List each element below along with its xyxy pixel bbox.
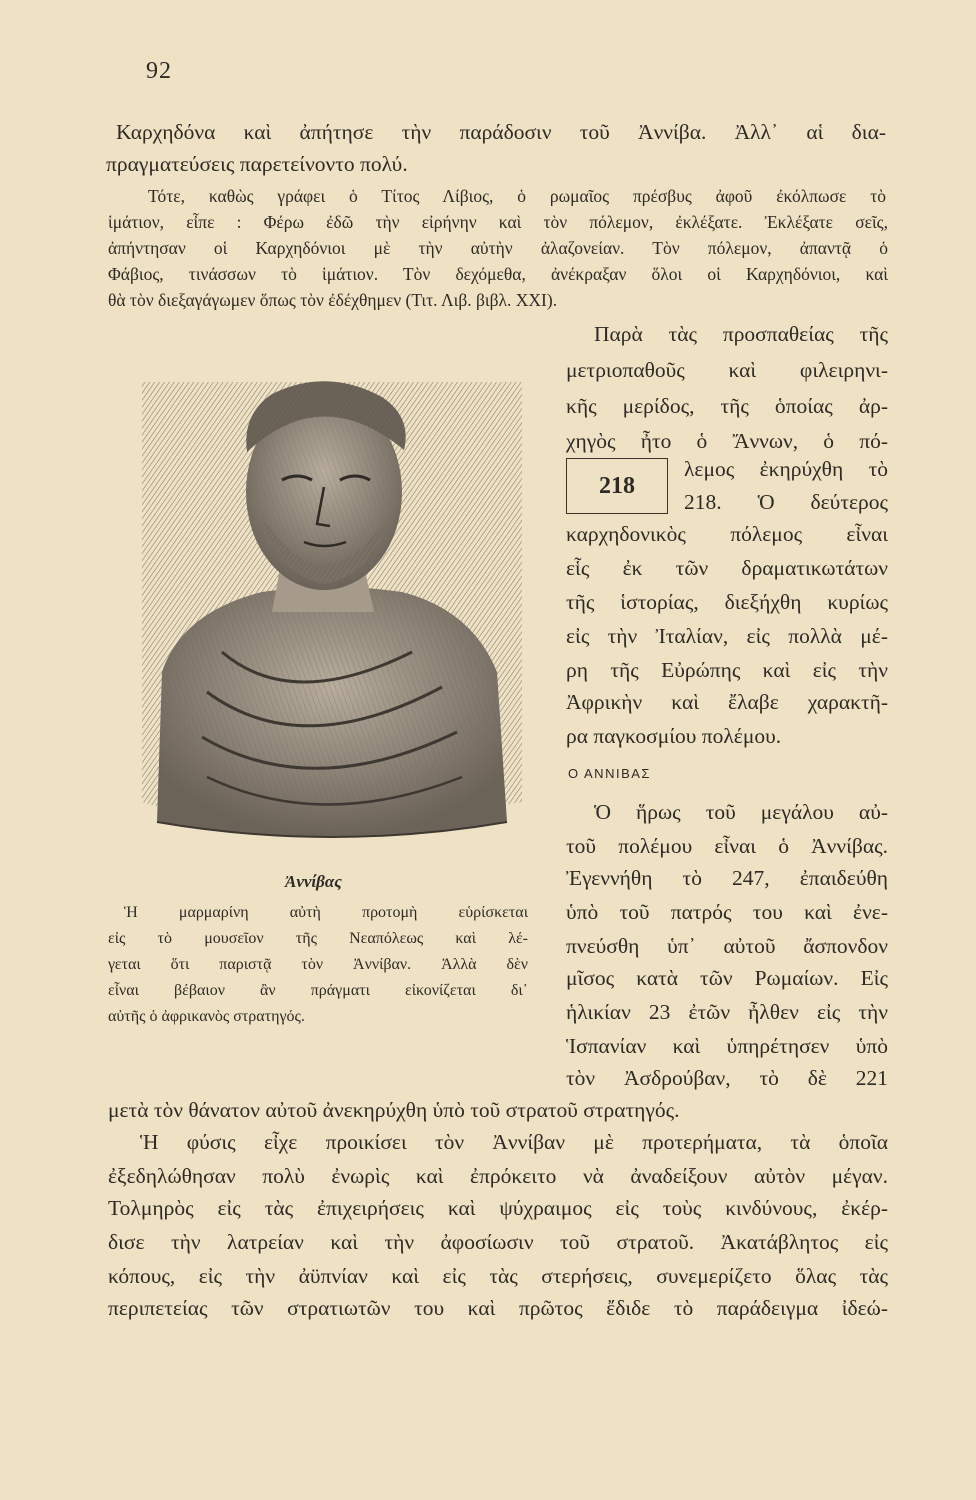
- text-line: κόπους, εἰς τὴν ἀϋπνίαν καὶ εἰς τὰς στερήσεις, συνεμερίζετο ὅλας τὰς: [108, 1264, 888, 1288]
- text-line: ἀπήντησαν οἱ Καρχηδόνιοι μὲ τὴν αὐτὴν ἀλαζονείαν. Τὸν πόλεμον, ἀπαντᾷ ὁ: [108, 238, 888, 258]
- caption-line: εἶναι βέβαιον ἂν πράγματι εἰκονίζεται δι᾽: [108, 982, 528, 999]
- caption-line: Ἡ μαρμαρίνη αὐτὴ προτομὴ εὑρίσκεται: [124, 904, 528, 921]
- page-number: 92: [146, 58, 172, 84]
- text-line: ρη τῆς Εὐρώπης καὶ εἰς τὴν: [566, 658, 888, 682]
- text-line: ὑπὸ τοῦ πατρός του καὶ ἐνε-: [566, 900, 888, 924]
- text-line: μῖσος κατὰ τῶν Ρωμαίων. Εἰς: [566, 966, 888, 990]
- caption-line: γεται ὅτι παριστᾷ τὸν Ἀννίβαν. Ἀλλὰ δὲν: [108, 956, 528, 973]
- figure-title: Ἀννίβας: [285, 872, 342, 891]
- text-line: θὰ τὸν διεξαγάγωμεν ὅπως τὸν ἐδέχθημεν (Τιτ. Λιβ. βιβλ. XXI).: [108, 290, 558, 310]
- text-line: καρχηδονικὸς πόλεμος εἶναι: [566, 522, 888, 546]
- caption-line: αὐτῆς ὁ ἀφρικανὸς στρατηγός.: [108, 1008, 305, 1025]
- text-line: ἐξεδηλώθησαν πολὺ ἐνωρὶς καὶ ἐπρόκειτο νὰ ἀναδείξουν αὐτὸν μέγαν.: [108, 1164, 888, 1188]
- text-line: Ὁ ἥρως τοῦ μεγάλου αὐ-: [594, 800, 888, 824]
- section-heading: Ο ΑΝΝΙΒΑΣ: [568, 766, 651, 781]
- text-line: ἡλικίαν 23 ἐτῶν ἦλθεν εἰς τὴν: [566, 1000, 888, 1024]
- bust-illustration: [112, 352, 544, 872]
- text-line: λεμος ἐκηρύχθη τὸ: [684, 457, 888, 481]
- text-line: περιπετείας τῶν στρατιωτῶν του καὶ πρῶτος ἔδιδε τὸ παράδειγμα ἰδεώ-: [108, 1296, 888, 1320]
- text-line: Τότε, καθὼς γράφει ὁ Τίτος Λίβιος, ὁ ρωμαῖος πρέσβυς ἀφοῦ ἐκόλπωσε τὸ: [148, 186, 886, 206]
- text-line: τῆς ἱστορίας, διεξήχθη κυρίως: [566, 590, 888, 614]
- text-line: τὸν Ἀσδρούβαν, τὸ δὲ 221: [566, 1066, 888, 1090]
- text-line: πνεύσθη ὑπ᾽ αὐτοῦ ἄσπονδον: [566, 934, 888, 958]
- text-line: Τολμηρὸς εἰς τὰς ἐπιχειρήσεις καὶ ψύχραιμος εἰς τοὺς κινδύνους, ἐκέρ-: [108, 1196, 888, 1220]
- text-line: Φάβιος, τινάσσων τὸ ἱμάτιον. Τὸν δεχόμεθα, ἀνέκραξαν ὅλοι οἱ Καρχηδόνιοι, καὶ: [108, 264, 888, 284]
- text-line: εἷς ἐκ τῶν δραματικωτάτων: [566, 556, 888, 580]
- text-line: μετὰ τὸν θάνατον αὐτοῦ ἀνεκηρύχθη ὑπὸ τοῦ στρατοῦ στρατηγός.: [108, 1098, 680, 1122]
- text-line: πραγματεύσεις παρετείνοντο πολύ.: [106, 152, 408, 176]
- text-line: κῆς μερίδος, τῆς ὁποίας ἀρ-: [566, 394, 888, 418]
- text-line: Παρὰ τὰς προσπαθείας τῆς: [594, 322, 888, 346]
- text-line: ἱμάτιον, εἶπε : Φέρω ἐδῶ τὴν εἰρήνην καὶ τὸν πόλεμον, ἐκλέξατε. Ἐκλέξατε σεῖς,: [108, 212, 888, 232]
- text-line: ρα παγκοσμίου πολέμου.: [566, 724, 782, 748]
- text-line: μετριοπαθοῦς καὶ φιλειρηνι-: [566, 358, 888, 382]
- caption-line: εἰς τὸ μουσεῖον τῆς Νεαπόλεως καὶ λέ-: [108, 930, 528, 947]
- text-line: Ἡ φύσις εἶχε προικίσει τὸν Ἀννίβαν μὲ προτερήματα, τὰ ὁποῖα: [140, 1130, 888, 1154]
- text-line: Ἱσπανίαν καὶ ὑπηρέτησεν ὑπὸ: [566, 1034, 888, 1058]
- text-line: τοῦ πολέμου εἶναι ὁ Ἀννίβας.: [566, 834, 888, 858]
- text-line: 218. Ὁ δεύτερος: [684, 490, 888, 514]
- text-line: Καρχηδόνα καὶ ἀπήτησε τὴν παράδοσιν τοῦ Ἀννίβα. Ἀλλ᾽ αἱ δια-: [116, 120, 886, 144]
- text-line: δισε τὴν λατρείαν καὶ τὴν ἀφοσίωσιν τοῦ στρατοῦ. Ἀκατάβλητος εἰς: [108, 1230, 888, 1254]
- margin-year-box: 218: [566, 458, 668, 514]
- text-line: Ἐγεννήθη τὸ 247, ἐπαιδεύθη: [566, 866, 888, 890]
- text-line: Ἀφρικὴν καὶ ἔλαβε χαρακτῆ-: [566, 690, 888, 714]
- text-line: χηγὸς ἦτο ὁ Ἄννων, ὁ πό-: [566, 429, 888, 453]
- text-line: εἰς τὴν Ἰταλίαν, εἰς πολλὰ μέ-: [566, 624, 888, 648]
